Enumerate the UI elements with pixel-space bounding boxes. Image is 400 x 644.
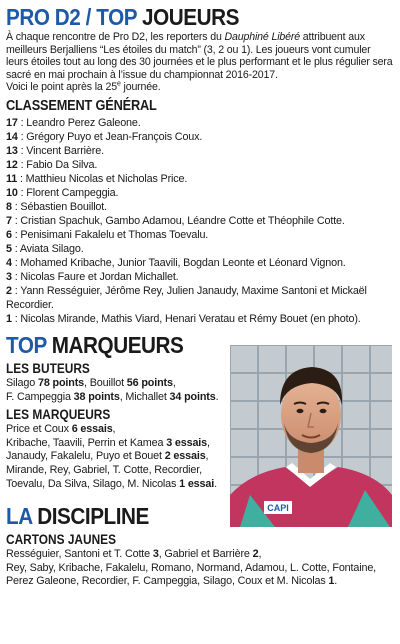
ranking-row [6,130,394,144]
ranking-row [6,144,394,158]
sep: . [214,477,217,490]
marqueurs-line-4: Mirande, Rey, Gabriel, T. Cotte, Recordier, [6,463,202,476]
intro-text-1: À chaque rencontre de Pro D2, les reporters du [6,31,225,43]
buteur-3-points: 38 points [73,390,120,403]
buteur-2: , Bouillot [84,376,127,389]
rank-number: 3 [6,270,12,283]
buteur-2-points: 56 points [126,376,173,389]
ranking-row [6,186,394,200]
marqueurs-line-2-value: 3 essais [166,436,208,449]
headline [6,4,355,30]
marqueurs-line-1-value: 6 essais [71,423,113,436]
rank-number: 10 [6,186,18,199]
rank-names: : Matthieu Nicolas et Nicholas Price. [17,172,188,185]
ranking-row [6,116,394,130]
rank-number: 14 [6,130,18,143]
rank-names: : Fabio Da Silva. [17,158,98,171]
cartons-text [6,548,394,589]
headline-part1: PRO D2 / TOP [6,4,137,30]
marqueurs-line-2: Kribache, Taavili, Perrin et Kamea [6,436,167,449]
headline-part2: JOUEURS [142,4,239,30]
intro-paragraph [6,31,394,94]
eye-left [297,409,304,413]
marqueurs-line-5-value: 1 essai [179,477,215,490]
ranking-list [6,116,394,326]
marqueurs-line-5: Toevalu, Da Silva, Silago, M. Nicolas [6,477,180,490]
intro-text-3: Voici le point après la 25 [6,81,117,94]
rank-names: : Mohamed Kribache, Junior Taavili, Bogdan Leonte et Léonard Vignon. [11,256,346,269]
marqueurs-line-3: Janaudy, Fakalelu, Puyo et Bouet [6,450,165,463]
buteur-1: Silago [6,376,38,389]
discipline-title-part2: DISCIPLINE [37,503,149,530]
ranking-row [6,270,394,284]
marqueurs-title-part1: TOP [6,331,47,358]
cartons-line-1b: , Gabriel et Barrière [158,548,253,561]
rank-names: : Grégory Puyo et Jean-François Coux. [17,130,203,143]
player-photo [230,345,392,527]
ranking-row [6,172,394,186]
buteurs-title: LES BUTEURS [6,360,90,376]
rank-names: : Leandro Perez Galeone. [17,116,141,129]
ranking-row [6,228,394,242]
sep: . [334,575,338,588]
ranking-row [6,200,394,214]
ranking-row [6,158,394,172]
buteur-4-points: 34 points [169,390,216,403]
rank-names: : Florent Campeggia. [17,186,119,199]
buteur-3: F. Campeggia [6,390,74,403]
ranking-row [6,284,394,312]
marqueurs-title-part2: MARQUEURS [51,331,184,358]
sep: , [112,423,116,436]
rank-names: : Aviata Silago. [11,242,84,255]
buteur-1-points: 78 points [37,376,85,389]
buteur-4: , Michallet [119,390,170,403]
rank-names: : Nicolas Mirande, Mathis Viard, Henari Veratau et Rémy Bouet (en photo). [11,312,361,325]
rank-number: 13 [6,144,18,157]
intro-text-4: journée. [120,81,161,94]
cartons-value-1: 3 [152,548,159,561]
rank-number: 6 [6,228,12,241]
rank-number: 1 [6,312,12,325]
sponsor-text: CAPI [267,503,289,513]
sep: , [205,450,209,463]
rank-number: 2 [6,284,12,297]
rank-number: 5 [6,242,12,255]
rank-number: 4 [6,256,12,269]
rank-number: 7 [6,214,12,227]
ranking-row [6,256,394,270]
rank-names: : Vincent Barrière. [17,144,104,157]
marqueurs-line-3-value: 2 essais [164,450,206,463]
rank-names: : Penisimani Fakalelu et Thomas Toevalu. [11,228,209,241]
marqueurs-line-1: Price et Coux [6,423,72,436]
rank-number: 8 [6,200,12,213]
rank-names: : Yann Rességuier, Jérôme Rey, Julien Janaudy, Maxime Santoni et Mickaël Recordier. [6,284,367,311]
player-photo-svg [230,345,392,527]
sep: , [258,548,262,561]
cartons-title: CARTONS JAUNES [6,532,117,548]
cartons-line-1: Rességuier, Santoni et T. Cotte [6,548,153,561]
buteur-end: . [215,390,219,403]
rank-number: 11 [6,172,18,185]
ranking-row [6,242,394,256]
newspaper-name: Dauphiné Libéré [224,31,300,43]
cartons-value-3: 1 [328,575,335,588]
discipline-title-part1: LA [6,503,32,530]
eye-right [320,409,327,413]
cartons-value-2: 2 [252,548,259,561]
ranking-row [6,214,394,228]
rank-names: : Sébastien Bouillot. [11,200,107,213]
sep: , [207,436,210,449]
classement-title: CLASSEMENT GÉNÉRAL [6,97,157,114]
buteur-sep: , [172,376,176,389]
rank-number: 12 [6,158,18,171]
marqueurs-list-title: LES MARQUEURS [6,407,111,423]
ranking-row [6,312,394,326]
rank-names: : Cristian Spachuk, Gambo Adamou, Léandre Cotte et Théophile Cotte. [11,214,345,227]
rank-number: 17 [6,116,18,129]
intro-sup: e [116,80,121,88]
rank-names: : Nicolas Faure et Jordan Michallet. [11,270,179,283]
cartons-line-2: Rey, Saby, Kribache, Fakalelu, Romano, Normand, Adamou, L. Cotte, Fontaine, Perez Galeone, Recordier, F. Campeggia, Silago, Coux et M. Nicolas [6,561,377,588]
intro-text-2: attribuent aux meilleurs Berjalliens “Les étoiles du match” (3, 2 ou 1). Les joueurs vont cumuler leurs étoiles tout au long des 30 journées et le plus performant et le plus régulier sera sacré en mai prochain à l’issue du championnat 2016-2017. [6,31,393,81]
